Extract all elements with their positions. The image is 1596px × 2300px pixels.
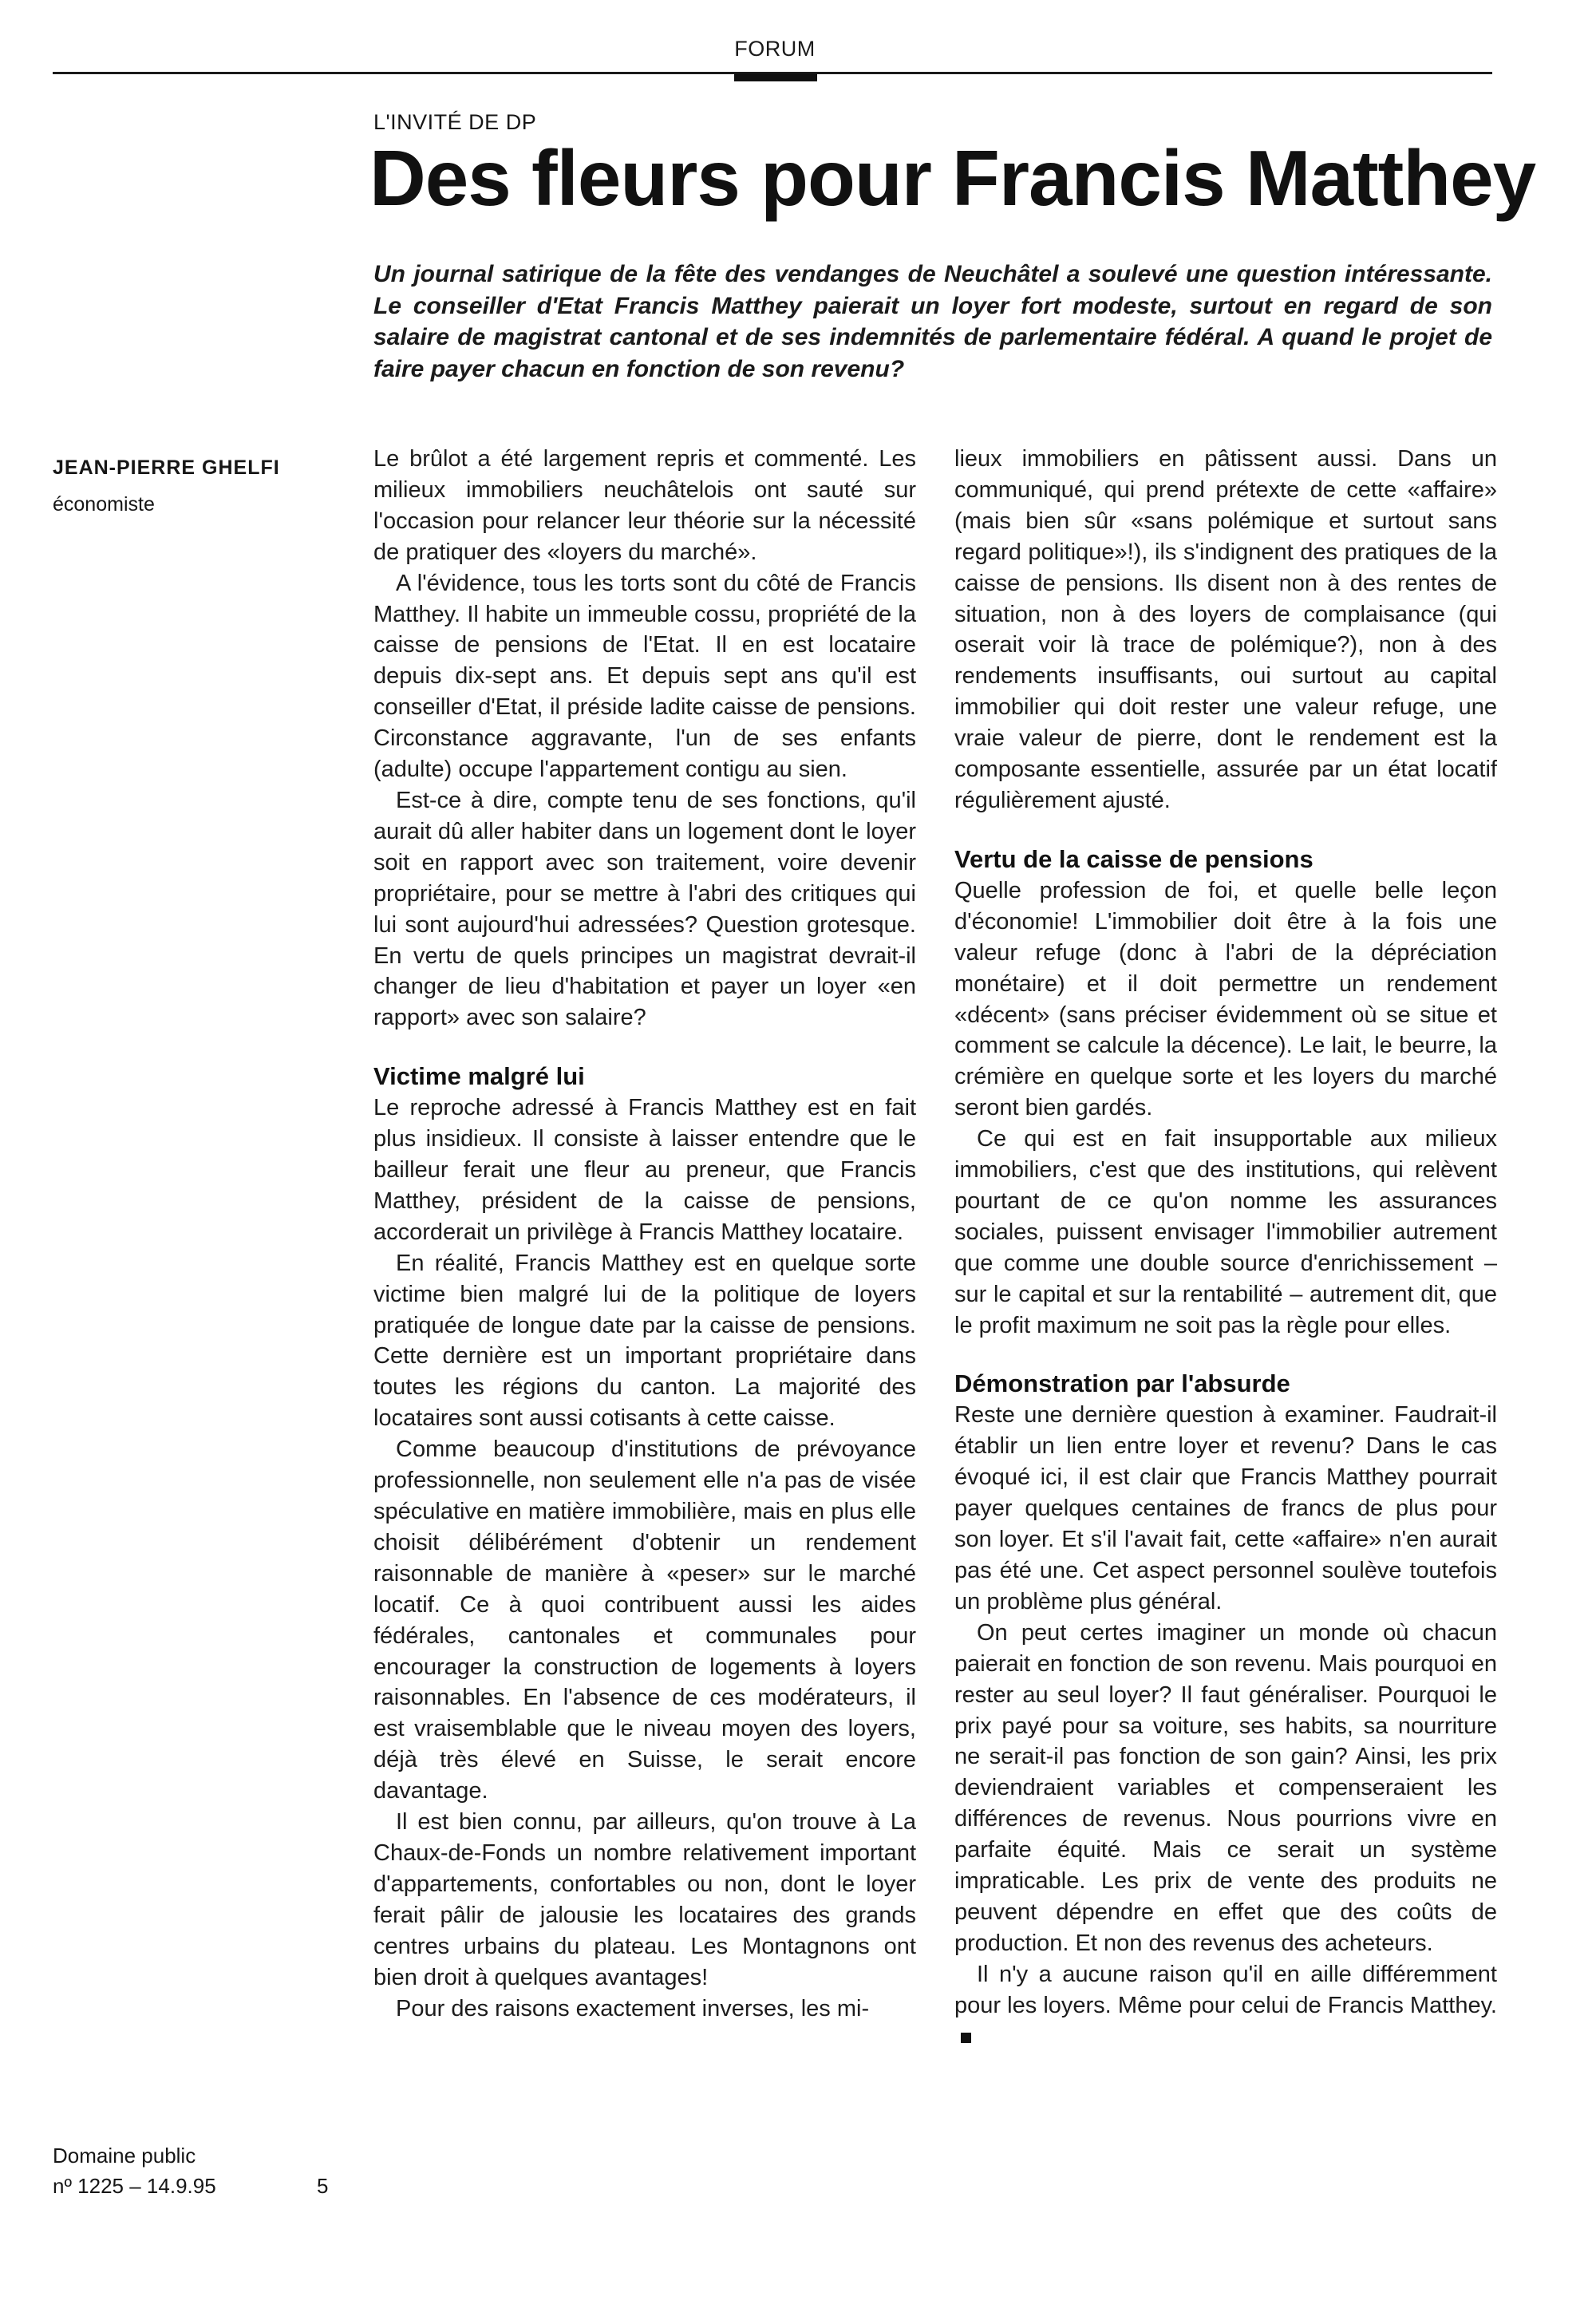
end-of-article-mark xyxy=(961,2033,971,2043)
article-kicker: L'INVITÉ DE DP xyxy=(373,110,537,134)
publication-name: Domaine public xyxy=(53,2144,196,2168)
article-title: Des fleurs pour Francis Matthey xyxy=(369,134,1536,222)
paragraph: Comme beaucoup d'institutions de prévoyance professionnelle, non seulement elle n'a pas de visée spéculative en matière immobilière, mais en plus elle choisit délibérément d'obtenir un rendement raisonnable de manière à «peser» sur le marché locatif. Ce à quoi contribuent aussi les aides fédérales, cantonales et communales pour encourager la construction de logements à loyers raisonnables. En l'absence de ces modérateurs, il est vraisemblable que le niveau moyen des loyers, déjà très élevé en Suisse, le serait encore davantage. xyxy=(373,1437,916,1804)
paragraph: Reste une dernière question à examiner. Faudrait-il établir un lien entre loyer et revenu? Dans le cas évoqué ici, il est clair que Francis Matthey pourrait payer quelques centaines de francs de plus pour son loyer. Et s'il l'avait fait, cette «affaire» n'en aurait pas été une. Cet aspect personnel soulève toutefois un problème plus général. xyxy=(954,1402,1497,1614)
paragraph: Il est bien connu, par ailleurs, qu'on trouve à La Chaux-de-Fonds un nombre relativement important d'appartements, confortables ou non, dont le loyer ferait pâlir de jalousie les locataires des grands centres urbains du plateau. Les Montagnons ont bien droit à quelques avantages! xyxy=(373,1809,916,1990)
subheading-demonstration: Démonstration par l'absurde xyxy=(954,1369,1290,1398)
paragraph: A l'évidence, tous les torts sont du côté de Francis Matthey. Il habite un immeuble cossu, propriété de la caisse de pensions de l'Etat. Il en est locataire depuis dix-sept ans. Et depuis sept ans qu'il est conseiller d'Etat, il préside ladite caisse de pensions. Circonstance aggravante, l'un de ses enfants (adulte) occupe l'appartement contigu au sien. xyxy=(373,570,916,783)
paragraph: Le brûlot a été largement repris et commenté. Les milieux immobiliers neuchâtelois ont sauté sur l'occasion pour relancer leur théorie sur la nécessité de pratiquer des «loyers du marché». xyxy=(373,446,916,565)
paragraph: On peut certes imaginer un monde où chacun paierait en fonction de son revenu. Mais pourquoi en rester au seul loyer? Il faut généraliser. Pourquoi le prix payé pour sa voiture, ses habits, sa nourriture ne serait-il pas fonction de son gain? Ainsi, les prix deviendraient variables et compenseraient les différences de revenus. Nous pourrions vivre en parfaite équité. Mais ce serait un système impraticable. Les prix de vente des produits ne peuvent dépendre en effet que des coûts de production. Et non des revenus des acheteurs. xyxy=(954,1619,1497,1956)
paragraph: lieux immobiliers en pâtissent aussi. Dans un communiqué, qui prend prétexte de cette «affaire» (mais bien sûr «sans polémique et surtout sans regard politique»!), ils s'indignent des pratiques de la caisse de pensions. Ils disent non à des rentes de situation, non à des loyers de complaisance (qui oserait voir là trace de polémique?), non à des rendements insuffisants, oui surtout au capital immobilier qui doit rester une valeur refuge, une vraie valeur de pierre, dont le rendement est la composante essentielle, assurée par un état locatif régulièrement ajusté. xyxy=(954,446,1497,813)
subheading-victime: Victime malgré lui xyxy=(373,1062,585,1091)
section-marker-bar xyxy=(734,73,817,81)
subheading-vertu: Vertu de la caisse de pensions xyxy=(954,844,1314,873)
paragraph: En réalité, Francis Matthey est en quelque sorte victime bien malgré lui de la politique de loyers pratiquée de longue date par la caisse de pensions. Cette dernière est un important propriétaire dans toutes les régions du canton. La majorité des locataires sont aussi cotisants à cette caisse. xyxy=(373,1250,916,1432)
author-role: économiste xyxy=(53,493,155,516)
paragraph: Le reproche adressé à Francis Matthey est en fait plus insidieux. Il consiste à laisser entendre que le bailleur ferait une fleur au preneur, que Francis Matthey, président de la caisse de pensions, accorderait un privilège à Francis Matthey locataire. xyxy=(373,1095,916,1245)
article-column-2 xyxy=(954,444,1497,2053)
paragraph: Ce qui est en fait insupportable aux milieux immobiliers, c'est que des institutions, qui relèvent pourtant de ce qu'on nomme les assurances sociales, puissent envisager l'immobilier autrement que comme une double source d'enrichissement – sur le capital et sur la rentabilité – autrement dit, que le profit maximum ne soit pas la règle pour elles. xyxy=(954,1126,1497,1338)
article-column-1 xyxy=(373,444,916,2024)
section-label: FORUM xyxy=(734,37,816,61)
paragraph: Quelle profession de foi, et quelle belle leçon d'économie! L'immobilier doit être à la fois une valeur refuge (donc à l'abri de la dépréciation monétaire) et il doit permettre un rendement «décent» (sans préciser évidemment où se situe et comment se calcule la décence). Le lait, le beurre, la crémière en quelque sorte et les loyers du marché seront bien gardés. xyxy=(954,877,1497,1121)
paragraph-text: Il n'y a aucune raison qu'il en aille différemment pour les loyers. Même pour celui de Francis Matthey. xyxy=(954,1961,1497,2018)
article-lede: Un journal satirique de la fête des vendanges de Neuchâtel a soulevé une question intéressante. Le conseiller d'Etat Francis Matthey paierait un loyer fort modeste, surtout en regard de son salaire de magistrat cantonal et de ses indemnités de parlementaire fédéral. A quand le projet de faire payer chacun en fonction de son revenu? xyxy=(373,261,1492,382)
author-name: JEAN-PIERRE GHELFI xyxy=(53,456,280,479)
paragraph-final xyxy=(954,1959,1497,2053)
issue-number: nº 1225 – 14.9.95 xyxy=(53,2174,216,2198)
paragraph: Est-ce à dire, compte tenu de ses fonctions, qu'il aurait dû aller habiter dans un logement dont le loyer soit en rapport avec son traitement, voire devenir propriétaire, pour se mettre à l'abri des critiques qui lui sont aujourd'hui adressées? Question grotesque. En vertu de quels principes un magistrat devrait-il changer de lieu d'habitation et payer un loyer «en rapport» avec son salaire? xyxy=(373,787,916,1031)
paragraph: Pour des raisons exactement inverses, les mi- xyxy=(396,1995,870,2021)
page-number: 5 xyxy=(317,2174,329,2198)
